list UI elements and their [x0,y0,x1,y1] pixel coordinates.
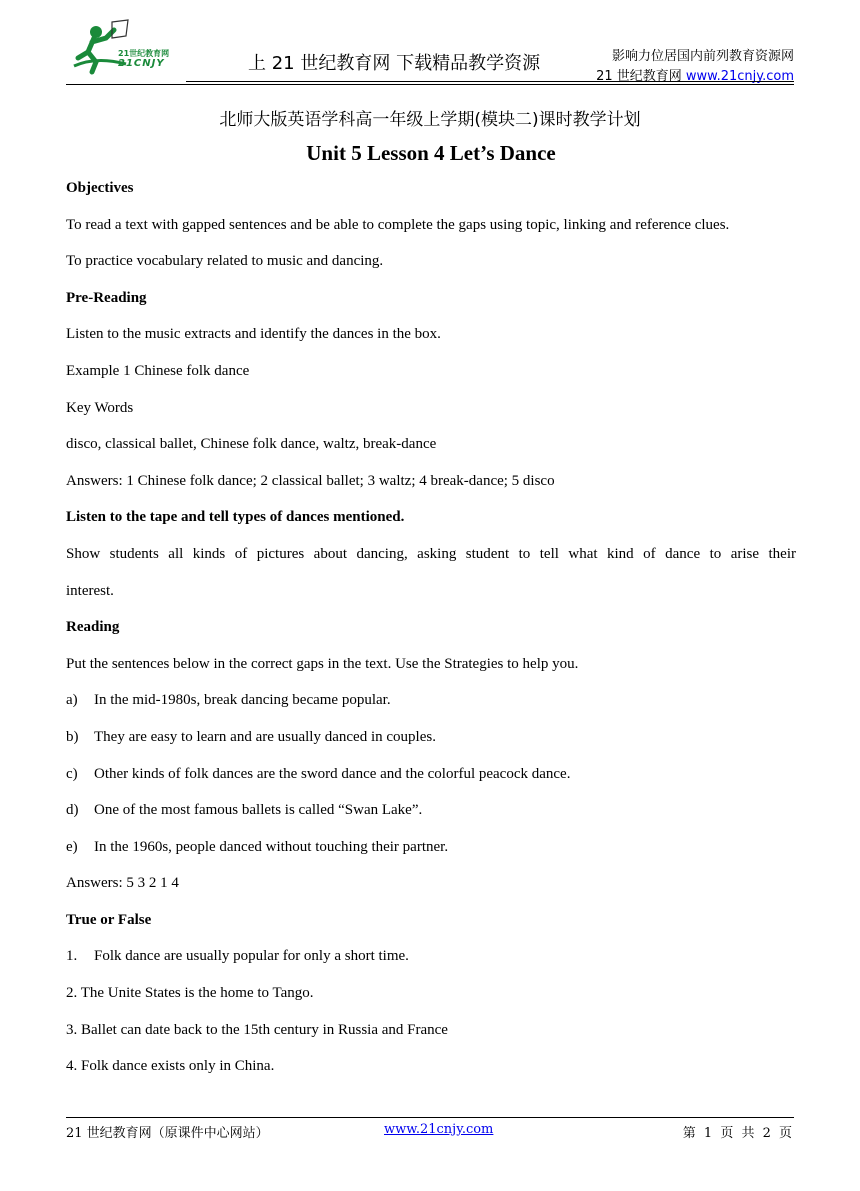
header-tagline: 影响力位居国内前列教育资源网 [611,49,794,64]
true-false-item-1 [66,938,796,975]
sentence-label: b) [66,728,79,745]
sentence-label: a) [66,692,78,709]
sentence-item [66,719,796,756]
key-words-list: disco, classical ballet, Chinese folk dance, waltz, break-dance [66,436,437,453]
true-false-item-2: 2. The Unite States is the home to Tango. [66,985,314,1002]
document-body [66,104,796,1085]
sentence-text: In the 1960s, people danced without touching their partner. [94,838,449,855]
document-title: Unit 5 Lesson 4 Let’s Dance [306,141,556,165]
logo-text: 21世纪教育网 [118,49,170,58]
listen-heading: Listen to the tape and tell types of dances mentioned. [66,509,405,526]
sentence-text: Other kinds of folk dances are the sword dance and the colorful peacock dance. [94,765,571,782]
answers-prereading: Answers: 1 Chinese folk dance; 2 classical ballet; 3 waltz; 4 break-dance; 5 disco [66,472,555,489]
example-line: Example 1 Chinese folk dance [66,362,250,379]
sentence-label: d) [66,802,79,819]
header-site-link[interactable]: www.21cnjy.com [685,69,794,84]
prereading-instruction: Listen to the music extracts and identify the dances in the box. [66,326,441,343]
page-header [66,18,794,84]
objectives-line-1: To read a text with gapped sentences and be able to complete the gaps using topic, linking and reference clues. [66,216,730,233]
show-students-line-1: Show students all kinds of pictures about dancing, asking student to tell what kind of dance to arise their [66,545,796,562]
objectives-line-2: To practice vocabulary related to music and dancing. [66,253,384,270]
prereading-heading: Pre-Reading [66,289,147,306]
sentence-label: e) [66,838,78,855]
footer-site-name: 21 世纪教育网（原课件中心网站） [66,1126,269,1141]
sentence-item [66,756,796,793]
footer-page-number: 第 1 页 共 2 页 [682,1126,794,1141]
header-divider [186,81,794,82]
true-false-item-4: 4. Folk dance exists only in China. [66,1058,275,1075]
sentence-item [66,829,796,866]
key-words-label: Key Words [66,399,134,416]
true-false-item-3: 3. Ballet can date back to the 15th century in Russia and France [66,1021,448,1038]
header-divider-lower [66,84,794,85]
header-slogan: 上 21 世纪教育网 下载精品教学资源 [248,53,541,74]
footer-divider [66,1117,794,1118]
show-students-line-2: interest. [66,582,114,599]
header-site-prefix: 21 世纪教育网 [596,69,686,84]
logo-subtext: 21CNJY [118,58,165,69]
true-false-heading: True or False [66,911,152,928]
document-title-chinese: 北师大版英语学科高一年级上学期(模块二)课时教学计划 [219,110,641,130]
sentence-label: c) [66,765,78,782]
sentence-text: They are easy to learn and are usually danced in couples. [94,728,436,745]
page-footer [66,1122,794,1142]
sentence-item [66,792,796,829]
objectives-heading: Objectives [66,180,134,196]
reading-heading: Reading [66,619,120,636]
footer-link[interactable]: www.21cnjy.com [384,1122,494,1137]
sentence-text: One of the most famous ballets is called “Swan Lake”. [94,802,423,819]
true-false-text: Folk dance are usually popular for only a short time. [94,948,409,965]
answers-reading: Answers: 5 3 2 1 4 [66,875,179,892]
reading-instruction: Put the sentences below in the correct gaps in the text. Use the Strategies to help you. [66,655,579,672]
true-false-label: 1. [66,948,78,965]
sentence-text: In the mid-1980s, break dancing became popular. [94,692,391,709]
sentence-item [66,682,796,719]
